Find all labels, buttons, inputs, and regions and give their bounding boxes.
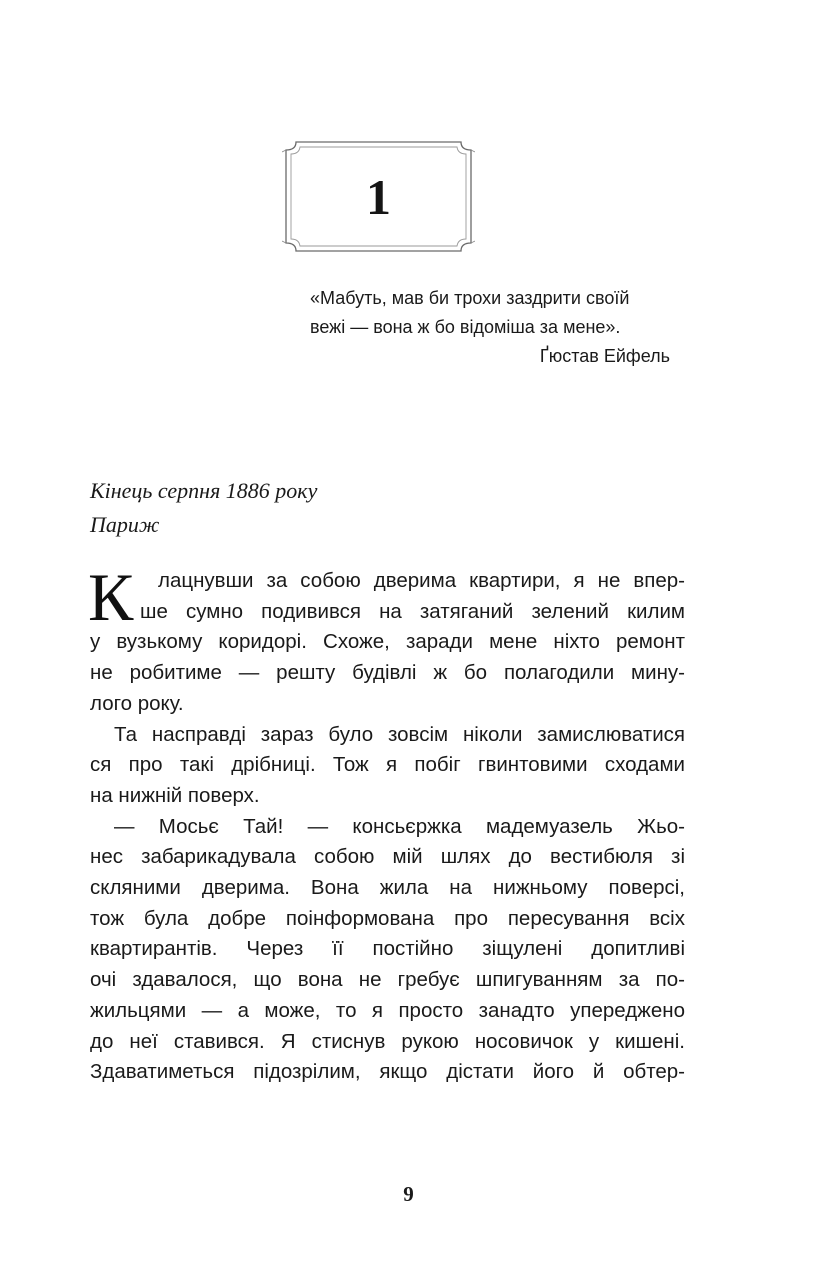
text-line: до неї ставився. Я стиснув рукою носовичок у кишені.: [90, 1029, 685, 1053]
drop-cap-block: [88, 559, 685, 635]
text-line: ше сумно подивився на затяганий зелений килим: [140, 599, 685, 623]
text-line: очі здавалося, що вона не гребує шпигуванням за по-: [90, 968, 685, 992]
page-number: 9: [403, 1182, 414, 1206]
body-text: [88, 559, 685, 1088]
drop-cap: К: [88, 559, 134, 635]
epigraph-author: Ґюстав Ейфель: [539, 346, 670, 366]
text-line: — Мосьє Тай! — консьєржка мадемуазель Жьо-: [114, 814, 685, 838]
text-line: у вузькому коридорі. Схоже, заради мене ніхто ремонт: [90, 630, 685, 654]
text-line: Та насправді зараз було зовсім ніколи замислюватися: [114, 722, 685, 746]
text-line: жильцями — а може, то я просто занадто упереджено: [90, 998, 685, 1022]
dateline-date: Кінець серпня 1886 року: [90, 478, 318, 503]
text-line: Здаватиметься підозрілим, якщо дістати його й обтер-: [90, 1060, 685, 1084]
text-line: квартирантів. Через її постійно зіщулені допитливі: [90, 937, 685, 961]
epigraph-line: вежі — вона ж бо відоміша за мене».: [310, 317, 621, 337]
text-line: не робитиме — решту будівлі ж бо полагодили мину-: [90, 661, 685, 685]
chapter-frame: [282, 138, 475, 255]
text-line: лацнувши за собою дверима квартири, я не впер-: [158, 569, 685, 592]
text-line: нес забарикадувала собою мій шлях до вестибюля зі: [90, 845, 685, 869]
epigraph: [310, 284, 675, 371]
epigraph-line: «Мабуть, мав би трохи заздрити своїй: [310, 288, 630, 308]
dateline: [90, 474, 317, 542]
text-line: тож була добре поінформована про пересування всіх: [90, 906, 685, 930]
text-line: лого року.: [90, 691, 184, 715]
text-line: ся про такі дрібниці. Тож я побіг гвинтовими сходами: [90, 753, 685, 777]
dateline-place: Париж: [90, 512, 160, 537]
chapter-number: 1: [366, 168, 391, 225]
text-line: скляними дверима. Вона жила на нижньому поверсі,: [90, 876, 685, 900]
text-line: на нижній поверх.: [90, 783, 260, 807]
